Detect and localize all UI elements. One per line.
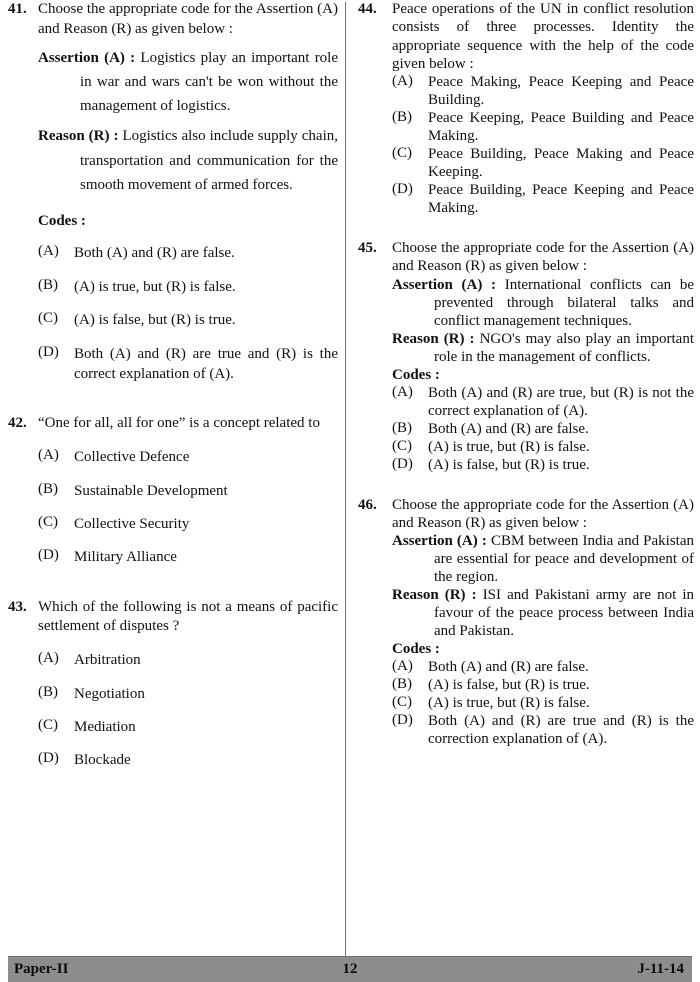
question-number: 42. [8, 415, 27, 432]
option-c[interactable] [392, 438, 694, 456]
assertion-separator: : [482, 276, 505, 293]
option-a[interactable] [38, 243, 338, 263]
stem-line: Choose the appropriate code for the [392, 496, 609, 513]
reason-text: ISI and Pakistani army are not in favour of the peace process between India and Pakistan. [434, 587, 694, 640]
stem-line: Assertion (A) and Reason (R) as [392, 496, 694, 532]
reason-separator: : [464, 330, 480, 347]
assertion-label: Assertion (A) [392, 533, 478, 550]
option-key: (B) [392, 109, 412, 126]
option-text: (A) is true, but (R) is false. [428, 438, 590, 455]
option-c[interactable] [38, 717, 338, 737]
option-text: Arbitration [74, 652, 141, 669]
assertion-text: Logistics play an important role in war and wars can't be won without the management of logistics. [80, 49, 339, 115]
option-text: (A) is false, but (R) is true. [428, 677, 590, 694]
option-key: (D) [392, 181, 413, 198]
stem-line: Choose the appropriate code for the [38, 1, 253, 17]
option-key: (B) [392, 676, 412, 693]
option-key: (A) [392, 73, 413, 90]
reason-block [38, 124, 338, 197]
option-b[interactable] [392, 676, 694, 694]
option-d[interactable] [38, 750, 338, 770]
option-key: (D) [392, 712, 413, 729]
option-d[interactable] [392, 712, 694, 748]
spacer [358, 474, 694, 496]
stem-line: Peace operations of the UN in [392, 1, 579, 17]
stem-line: given below : [151, 20, 233, 37]
option-text: Peace Keeping, Peace Building and Peace Making. [428, 110, 694, 145]
option-c[interactable] [38, 310, 338, 330]
option-text: (A) is false, but (R) is true. [428, 456, 590, 473]
assertion-block [38, 46, 338, 119]
option-text: Negotiation [74, 685, 145, 702]
option-key: (D) [38, 750, 59, 767]
question-number: 45. [358, 240, 377, 257]
stem-line: disputes ? [119, 618, 180, 635]
option-text: Military Alliance [74, 549, 177, 566]
assertion-text: CBM between India and Pakistan are essential for peace and development of the region. [434, 533, 694, 586]
option-key: (B) [38, 276, 58, 293]
option-key: (A) [38, 447, 59, 464]
reason-separator: : [109, 128, 123, 145]
option-a[interactable] [392, 658, 694, 676]
option-key: (D) [38, 547, 59, 564]
left-column [8, 0, 338, 771]
stem-line: Choose the appropriate code for the [392, 240, 609, 257]
option-key: (B) [38, 683, 58, 700]
option-key: (A) [38, 243, 59, 260]
footer-code: J-11-14 [637, 961, 684, 977]
option-d[interactable] [392, 181, 694, 217]
question-stem [392, 239, 694, 276]
option-d[interactable] [38, 344, 338, 385]
assertion-block [392, 532, 694, 586]
option-text: Both (A) and (R) are false. [428, 420, 589, 437]
option-text: (A) is true, but (R) is false. [74, 278, 236, 295]
option-key: (A) [38, 650, 59, 667]
question-stem [392, 496, 694, 533]
reason-text: NGO's may also play an important role in the management of conflicts. [434, 330, 694, 365]
codes-label: Codes : [392, 641, 440, 658]
option-text: Collective Defence [74, 449, 190, 466]
right-column [358, 0, 694, 748]
codes-label: Codes : [38, 213, 86, 230]
option-d[interactable] [392, 456, 694, 474]
assertion-separator: : [124, 49, 141, 66]
question-42 [8, 414, 338, 567]
option-a[interactable] [392, 73, 694, 109]
question-46 [358, 496, 694, 749]
option-text: Both (A) and (R) are true, but (R) is not the correct explanation of (A). [428, 384, 694, 419]
options-list [392, 384, 694, 474]
option-key: (B) [392, 419, 412, 436]
option-d[interactable] [38, 547, 338, 567]
options-list [38, 650, 338, 771]
option-c[interactable] [392, 694, 694, 712]
option-key: (C) [38, 717, 58, 734]
question-number: 46. [358, 496, 377, 513]
spacer [8, 568, 338, 598]
option-key: (D) [38, 343, 59, 360]
stem-line: given below : [505, 515, 587, 532]
option-key: (A) [392, 383, 413, 400]
stem-line: means of pacific settlement of [38, 598, 338, 635]
option-key: (C) [392, 437, 412, 454]
option-text: Sustainable Development [74, 482, 228, 499]
question-number: 43. [8, 598, 27, 615]
option-c[interactable] [38, 514, 338, 534]
stem-line: conflict resolution consists of three [392, 1, 695, 36]
option-b[interactable] [38, 277, 338, 297]
question-stem [38, 0, 338, 40]
option-text: Collective Security [74, 515, 190, 532]
reason-block [392, 586, 694, 640]
reason-text: Logistics also include supply chain, transportation and communication for the smooth movement of armed forces. [80, 128, 338, 194]
reason-label: Reason (R) [392, 587, 466, 604]
assertion-label: Assertion (A) [392, 276, 483, 293]
stem-line: Assertion (A) and Reason (R) as [38, 1, 338, 37]
reason-label: Reason (R) [38, 128, 110, 145]
option-text: Both (A) and (R) are false. [74, 245, 235, 262]
question-stem [392, 0, 694, 73]
option-key: (C) [38, 310, 58, 327]
option-b[interactable] [38, 481, 338, 501]
option-b[interactable] [392, 420, 694, 438]
option-c[interactable] [392, 145, 694, 181]
option-key: (B) [38, 480, 58, 497]
option-text: Both (A) and (R) are false. [428, 659, 589, 676]
option-text: Peace Building, Peace Keeping and Peace Making. [428, 182, 694, 217]
options-list [38, 243, 338, 384]
question-stem [38, 414, 338, 434]
option-text: (A) is false, but (R) is true. [74, 312, 236, 329]
option-text: (A) is true, but (R) is false. [428, 695, 590, 712]
option-key: (C) [38, 513, 58, 530]
spacer [8, 384, 338, 414]
stem-line: Assertion (A) and Reason (R) as [392, 240, 694, 275]
option-text: Both (A) and (R) are true and (R) is the correction explanation of (A). [428, 713, 694, 748]
question-45 [358, 239, 694, 474]
option-a[interactable] [38, 650, 338, 670]
assertion-text: International conflicts can be prevented through bilateral talks and conflict management techniques. [434, 276, 694, 329]
option-text: Both (A) and (R) are true and (R) is the correct explanation of (A). [74, 345, 338, 382]
page-footer [8, 956, 692, 982]
assertion-label: Assertion (A) [38, 49, 125, 66]
column-divider [345, 2, 346, 958]
codes-label: Codes : [392, 366, 440, 383]
assertion-block [392, 276, 694, 330]
options-list [392, 73, 694, 217]
stem-line: sequence with the help of the code [467, 37, 695, 54]
reason-label: Reason (R) [392, 330, 465, 347]
option-b[interactable] [38, 684, 338, 704]
stem-line: given below : [505, 258, 587, 275]
footer-page-number: 12 [342, 961, 358, 977]
option-text: Mediation [74, 719, 136, 736]
question-number: 44. [358, 1, 377, 17]
question-41 [8, 0, 338, 384]
option-key: (C) [392, 145, 412, 162]
question-stem [38, 598, 338, 638]
stem-line: processes. Identity the appropriate [392, 19, 694, 54]
option-key: (D) [392, 455, 413, 472]
stem-line: related to [263, 415, 320, 432]
footer-paper-label: Paper-II [14, 961, 69, 977]
option-text: Blockade [74, 752, 131, 769]
assertion-separator: : [477, 533, 491, 550]
options-list [392, 658, 694, 748]
option-b[interactable] [392, 109, 694, 145]
stem-line: given below : [392, 55, 474, 72]
stem-line: Which of the following is not a [38, 598, 232, 615]
question-44 [358, 0, 694, 217]
stem-line: “One for all, all for one” is a concept [38, 415, 260, 432]
question-43 [8, 598, 338, 771]
option-a[interactable] [38, 447, 338, 467]
options-list [38, 447, 338, 568]
spacer [358, 217, 694, 239]
reason-block [392, 330, 694, 366]
option-key: (A) [392, 658, 413, 675]
question-number: 41. [8, 1, 27, 17]
option-text: Peace Building, Peace Making and Peace Keeping. [428, 146, 694, 181]
option-key: (C) [392, 694, 412, 711]
option-text: Peace Making, Peace Keeping and Peace Building. [428, 74, 694, 109]
option-a[interactable] [392, 384, 694, 420]
reason-separator: : [465, 587, 483, 604]
